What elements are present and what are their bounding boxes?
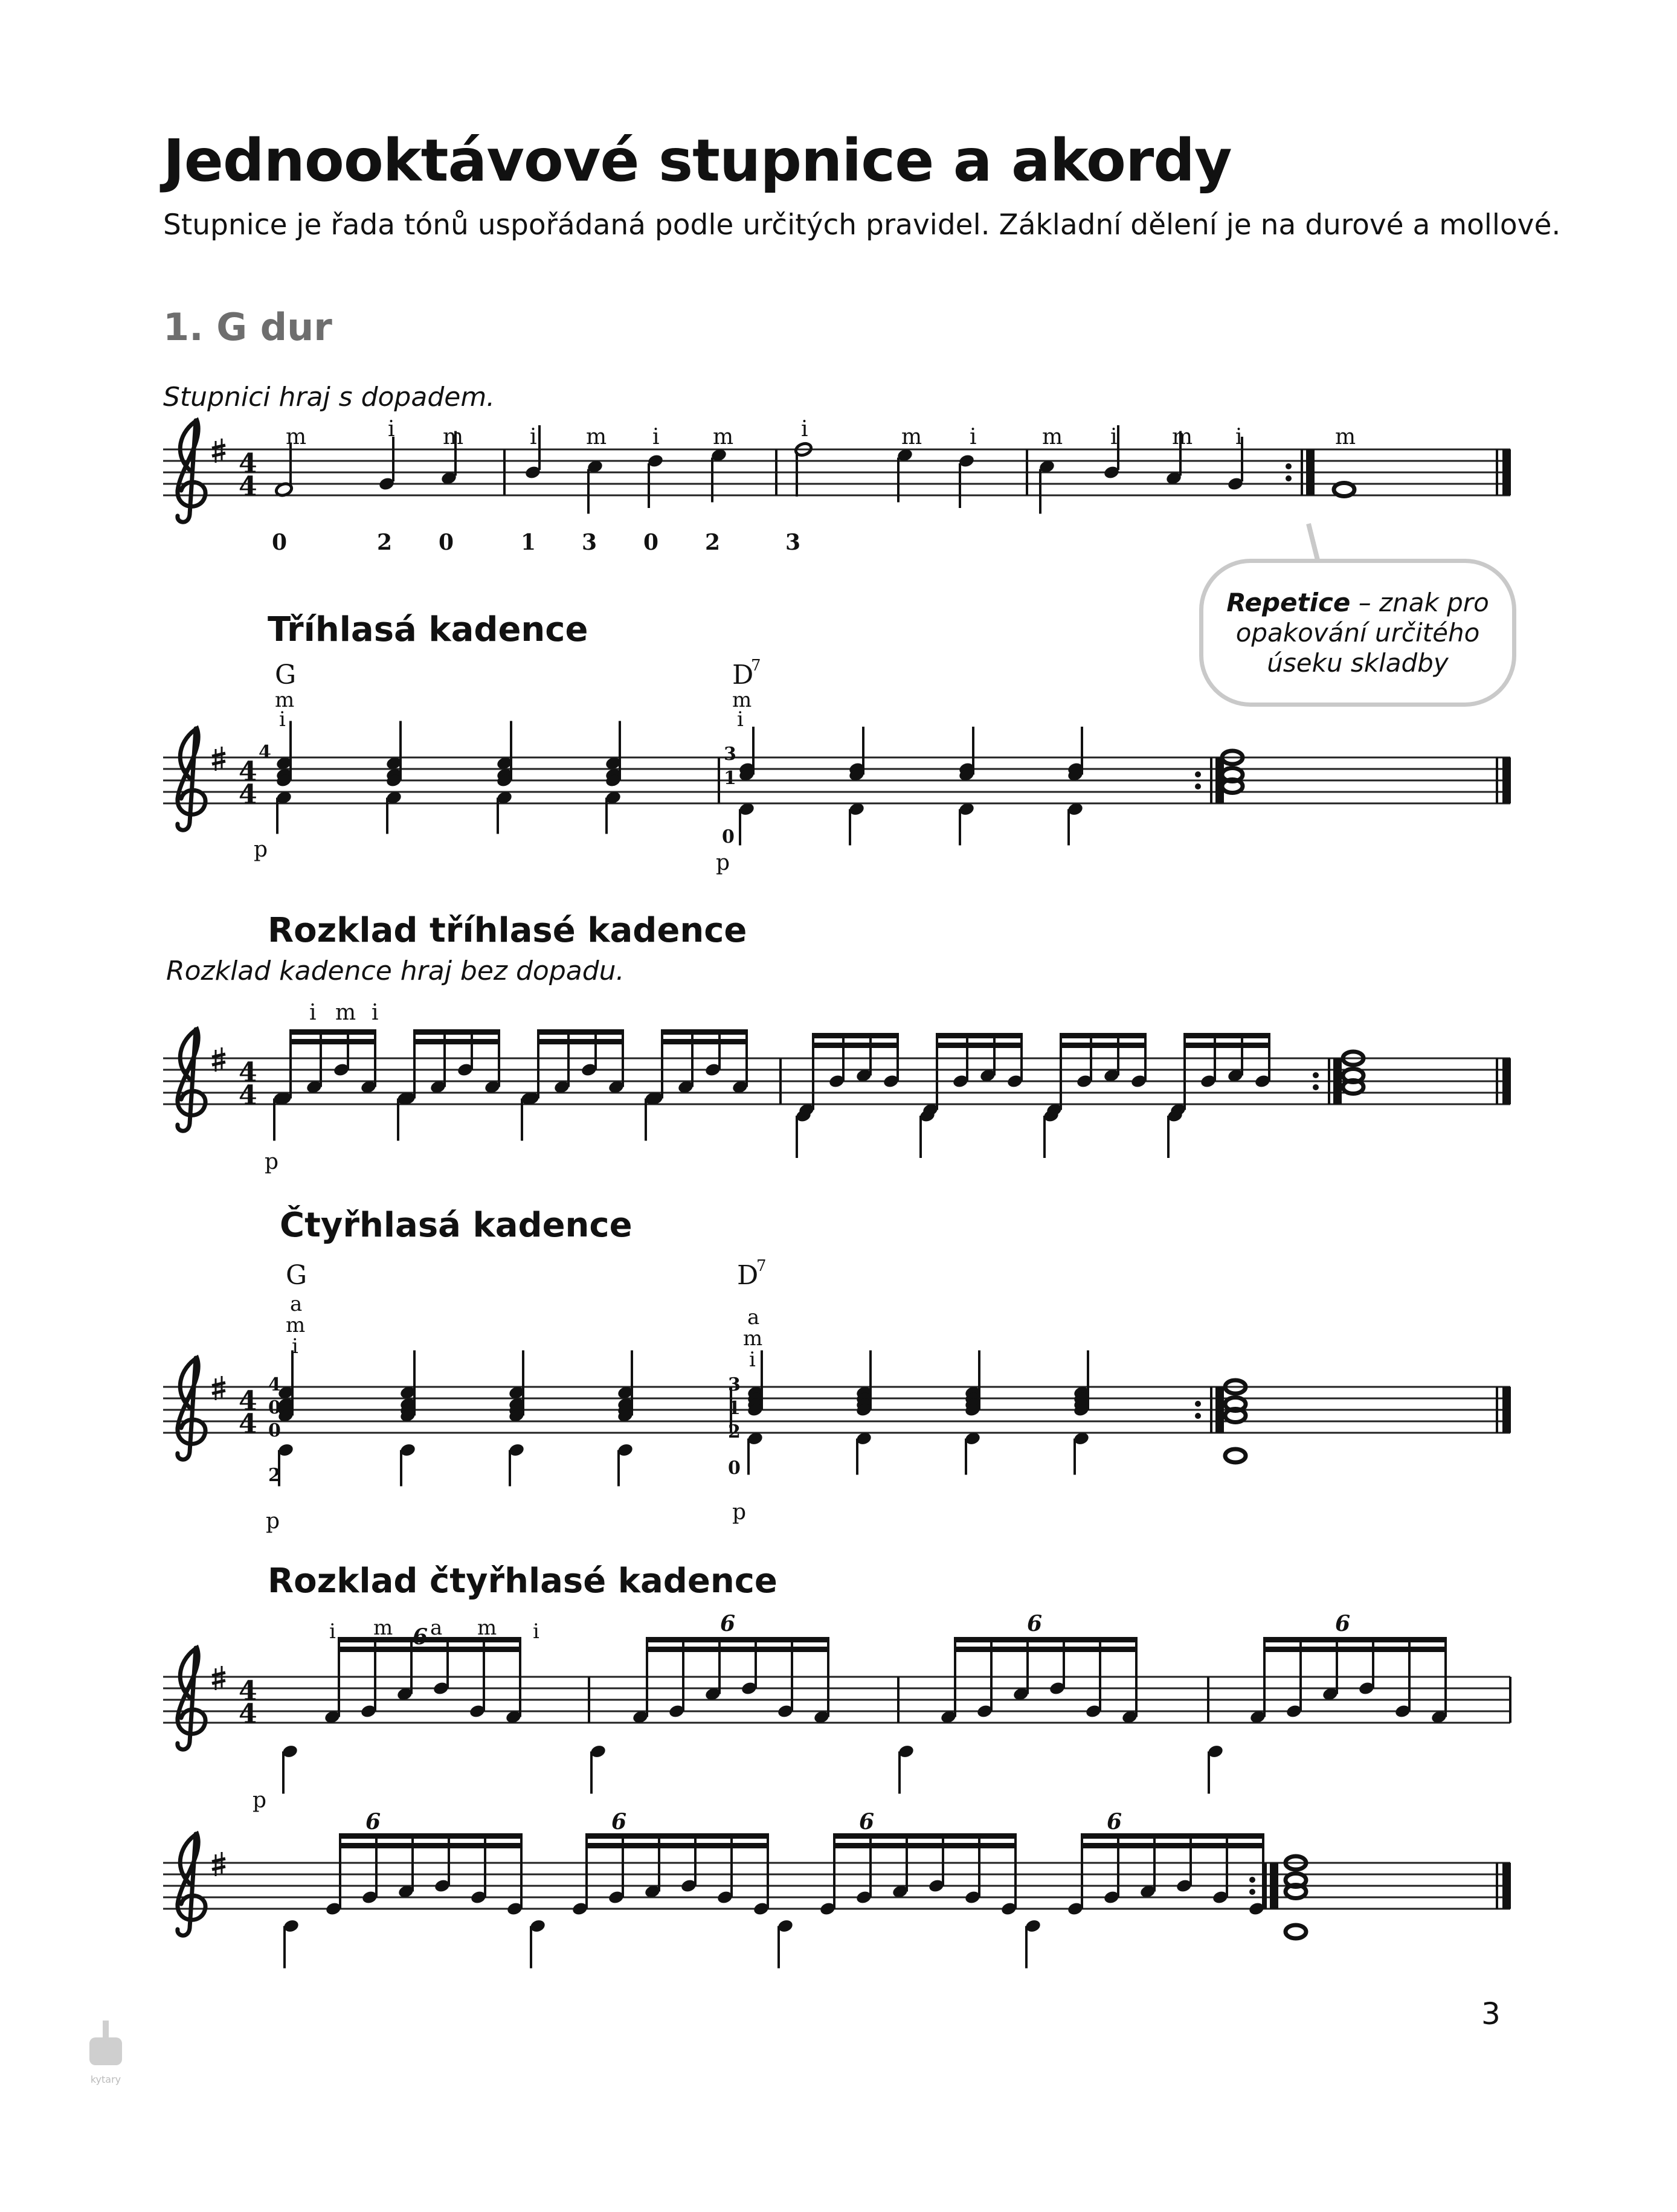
- beam: [413, 1029, 500, 1035]
- four-voice-arpeggio-heading: Rozklad čtyřhlasé kadence: [268, 1561, 777, 1601]
- finger-p-2: p: [732, 1500, 747, 1525]
- beam: [661, 1039, 748, 1044]
- finger-13: m: [1172, 425, 1193, 449]
- fret-5: 3: [582, 530, 597, 555]
- tuplet-3: 6: [1027, 1611, 1043, 1636]
- finger-15: m: [1335, 425, 1356, 449]
- beam: [936, 1043, 1023, 1048]
- fret-1: 0: [272, 530, 288, 555]
- beam: [1183, 1033, 1270, 1038]
- sharp-icon: [212, 439, 225, 463]
- tuplet-7: 6: [859, 1809, 875, 1834]
- beam: [833, 1843, 1017, 1848]
- beam: [1263, 1647, 1447, 1652]
- fret-6: 0: [643, 530, 659, 555]
- beam: [339, 1843, 523, 1848]
- final-chord: [1225, 1449, 1246, 1462]
- fret-2-2: 2: [728, 1421, 741, 1442]
- beam: [585, 1843, 769, 1848]
- time-signature-bottom: 4: [239, 471, 257, 502]
- chord-seventh: 7: [756, 1257, 767, 1275]
- page-number: 3: [1481, 1996, 1501, 2031]
- triad-arpeggio-labels: [265, 1000, 379, 1174]
- beam: [936, 1033, 1023, 1038]
- finger-5: m: [586, 425, 607, 449]
- fret-1: 1: [728, 1398, 741, 1419]
- fret-0-3: 0: [728, 1458, 741, 1479]
- finger-p: p: [265, 1149, 279, 1174]
- finger-p: p: [254, 837, 268, 862]
- staff-4: [163, 1358, 1510, 1459]
- time-signature-top: 4: [239, 1676, 257, 1706]
- beam: [1060, 1033, 1147, 1038]
- finger-m-2: m: [477, 1616, 497, 1640]
- sharp-icon: [212, 1047, 225, 1072]
- fret-4: 4: [268, 1374, 281, 1395]
- fret-8: 3: [785, 530, 801, 555]
- time-signature-top: 4: [239, 1386, 257, 1416]
- finger-1: m: [286, 425, 307, 449]
- fret-4: 1: [521, 530, 536, 555]
- finger-m-2: m: [732, 688, 752, 712]
- treble-clef-icon: [178, 420, 205, 522]
- finger-p-2: p: [716, 850, 730, 875]
- final-chord: [1222, 780, 1243, 793]
- finger-m: m: [373, 1616, 393, 1640]
- scale-fingering: [286, 417, 1356, 449]
- finger-i: i: [309, 1000, 317, 1025]
- finger-7: m: [713, 425, 734, 449]
- fret-7: 2: [705, 530, 721, 555]
- sharp-icon: [212, 1852, 225, 1876]
- fret-3: 3: [724, 744, 736, 765]
- final-chord: [1225, 1409, 1246, 1423]
- finger-p: p: [266, 1509, 280, 1534]
- beam: [537, 1039, 624, 1044]
- four-voice-arpeggio-labels: [253, 1616, 539, 1813]
- beam: [1263, 1637, 1447, 1642]
- fret-1: 1: [724, 768, 736, 789]
- beam: [1081, 1843, 1264, 1848]
- finger-m: m: [275, 688, 295, 712]
- sharp-icon: [212, 1666, 225, 1690]
- final-chord: [1286, 1925, 1306, 1938]
- beam: [954, 1647, 1138, 1652]
- treble-clef-icon: [178, 1648, 205, 1749]
- finger-m: m: [335, 1000, 356, 1025]
- triad-arpeggio-heading: Rozklad tříhlasé kadence: [268, 911, 747, 950]
- intro-text: Stupnice je řada tónů uspořádaná podle určitých pravidel. Základní dělení je na durové a mollové.: [163, 208, 1561, 242]
- finger-9: m: [901, 425, 922, 449]
- fret-0: 0: [268, 1397, 281, 1418]
- finger-i-2: i: [749, 1348, 756, 1372]
- beam: [646, 1647, 829, 1652]
- section-heading: 1. G dur: [163, 305, 332, 349]
- chord-seventh: 7: [751, 657, 761, 675]
- tuplet-1: 6: [413, 1624, 428, 1650]
- finger-i-2: i: [533, 1619, 539, 1644]
- beam: [289, 1029, 376, 1035]
- final-chord: [1343, 1081, 1363, 1094]
- finger-i: i: [279, 707, 286, 731]
- staff-2: [163, 728, 1510, 830]
- sharp-icon: [212, 747, 225, 771]
- fret-4: 4: [259, 742, 271, 763]
- beam: [338, 1647, 521, 1652]
- beam: [812, 1043, 899, 1048]
- treble-clef-icon: [178, 1358, 205, 1459]
- sharp-icon: [212, 1376, 225, 1400]
- time-signature-bottom: 4: [239, 1699, 257, 1729]
- treble-clef-icon: [178, 1834, 205, 1935]
- beam: [1060, 1043, 1147, 1048]
- time-signature-bottom: 4: [239, 1409, 257, 1439]
- finger-i: i: [329, 1619, 336, 1644]
- beam: [1183, 1043, 1270, 1048]
- callout-term: Repetice: [1226, 587, 1351, 617]
- tuplet-5: 6: [365, 1809, 381, 1834]
- beam: [413, 1039, 500, 1044]
- treble-clef-icon: [178, 1029, 205, 1131]
- beam: [954, 1637, 1138, 1642]
- finger-11: m: [1042, 425, 1063, 449]
- triad-arpeggio-instruction: Rozklad kadence hraj bez dopadu.: [166, 956, 625, 986]
- fret-3: 3: [728, 1374, 741, 1395]
- scale-frets: [272, 530, 800, 555]
- finger-a: a: [290, 1292, 303, 1316]
- finger-10: i: [970, 425, 977, 449]
- time-signature-bottom: 4: [239, 1080, 257, 1111]
- beam: [289, 1039, 376, 1044]
- time-signature-bottom: 4: [239, 779, 257, 810]
- triad-cadence-heading: Tříhlasá kadence: [268, 610, 588, 649]
- beam: [812, 1033, 899, 1038]
- fret-2: 2: [268, 1465, 281, 1486]
- finger-8: i: [801, 417, 808, 442]
- fret-0-2: 0: [268, 1420, 281, 1441]
- finger-12: i: [1110, 425, 1118, 449]
- staff-1: [163, 420, 1510, 522]
- scale-instruction: Stupnici hraj s dopadem.: [163, 382, 495, 413]
- four-voice-cadence-heading: Čtyřhlasá kadence: [280, 1206, 632, 1245]
- finger-p: p: [253, 1788, 267, 1813]
- beam: [661, 1029, 748, 1035]
- staff-6: [163, 1834, 1510, 1935]
- finger-i: i: [292, 1334, 298, 1358]
- finger-6: i: [652, 425, 660, 449]
- fret-3: 0: [439, 530, 454, 555]
- tuplet-4: 6: [1335, 1611, 1351, 1636]
- finger-3: m: [443, 425, 464, 449]
- time-signature-top: 4: [239, 1057, 257, 1088]
- fret-0: 0: [722, 826, 735, 847]
- finger-2: i: [388, 417, 395, 442]
- finger-a: a: [430, 1616, 443, 1640]
- tuplet-8: 6: [1107, 1809, 1122, 1834]
- chord-g: G: [275, 660, 297, 690]
- finger-i-2: i: [372, 1000, 379, 1025]
- chord-d: D: [737, 1260, 759, 1291]
- tuplet-6: 6: [611, 1809, 627, 1834]
- finger-m-2: m: [743, 1326, 763, 1351]
- finger-14: i: [1235, 425, 1243, 449]
- final-chord: [1286, 1885, 1306, 1899]
- time-signature-top: 4: [239, 448, 257, 479]
- beam: [646, 1637, 829, 1642]
- chord-d: D: [732, 660, 754, 690]
- treble-clef-icon: [178, 728, 205, 830]
- chord-g: G: [286, 1260, 307, 1291]
- final-note: [1334, 483, 1354, 497]
- finger-i-2: i: [737, 707, 744, 731]
- callout-text: – znak pro opakování určitého úseku skladby: [1235, 587, 1489, 678]
- finger-a-2: a: [747, 1305, 760, 1329]
- time-signature-top: 4: [239, 756, 257, 787]
- staff-5: [163, 1648, 1510, 1749]
- finger-4: i: [530, 425, 537, 449]
- watermark-text: kytary: [90, 2074, 121, 2085]
- finger-m: m: [286, 1313, 306, 1337]
- fret-2: 2: [377, 530, 393, 555]
- page-title: Jednooktávové stupnice a akordy: [163, 127, 1232, 195]
- beam: [537, 1029, 624, 1035]
- tuplet-2: 6: [720, 1611, 736, 1636]
- notes: [272, 425, 1448, 1969]
